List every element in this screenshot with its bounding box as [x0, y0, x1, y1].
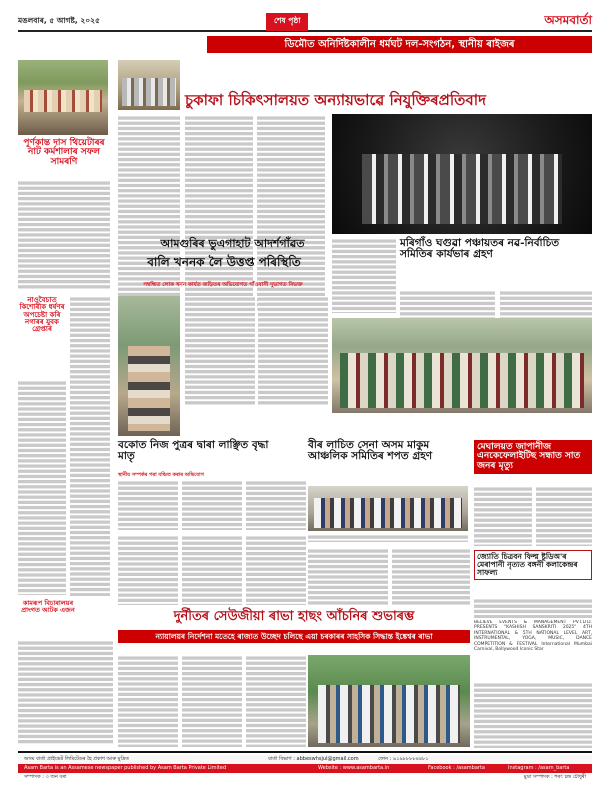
amguri-body-1 [185, 296, 255, 406]
chukafa-headline: চুকাফা চিকিৎসালয়ত অন্যায়ভাৱে নিযুক্তিৰপ্ৰতিবাদ [185, 91, 486, 109]
footer-publisher: অসম বাৰ্তা প্ৰাইভেট লিমিটেডৰ হৈ প্ৰকাশ আৰু মুদ্ৰিত [24, 756, 129, 762]
naobaicha-body-2 [70, 296, 110, 596]
jyoti-body-2 [474, 682, 592, 748]
night-meeting-photo [332, 114, 592, 234]
durniti-body-2 [182, 655, 242, 747]
plantation-photo [308, 655, 470, 747]
bokoto-body-3 [246, 480, 306, 530]
chukafa-body-2 [185, 115, 253, 310]
marigaon-body-1 [332, 238, 396, 313]
amguri-headline-1: আমগুৰিৰ ভুএগাহাট আদৰ্শগাঁৱত [160, 237, 305, 250]
footer-masthead-line: Asam Barta is an Assamese newspaper published by Asam Barta Private Limited [24, 765, 227, 771]
bokoto-headline: বকোত নিজ পুত্ৰৰ দ্বাৰা লাঞ্ছিত বৃদ্ধা মাতৃ [118, 439, 269, 463]
footer-facebook[interactable]: Facebook : /asambarta [428, 765, 485, 771]
center-body-2 [182, 535, 242, 605]
protest-photo [118, 60, 180, 110]
bokoto-body-1 [118, 480, 178, 530]
center-body-5 [392, 548, 470, 605]
naobaicha-headline: নাওবৈচাত কিশোৰীক ধৰ্ষণৰ অপচেষ্টা কৰি নগাৰৰ যুবক গ্ৰেপ্তাৰ [19, 295, 65, 334]
footer-email: বাৰ্তা বিভাগ : abbeswhsjul@gmail.com [268, 756, 359, 762]
meghalaya-headline: মেঘালয়ত জাপানীজ এনকেফেলাইটিছ সন্ধাত সাত জনৰ মৃত্যু [474, 440, 592, 474]
purnakanta-body [18, 180, 110, 290]
durniti-headline: দুৰ্নীতৰ সেউজীয়া ৰাভা হাছং আঁচনিৰ শুভাৰম্ভ [173, 609, 415, 624]
masthead [18, 10, 592, 32]
issue-date: মঙলবাৰ, ৫ আগষ্ট, ২০২৫ [18, 16, 100, 25]
jyoti-headline-text: জ্যোতি চিত্ৰবন ফিল্ম ষ্টুডিঅ'ৰ মেৰাপানী নৃত্যত বঙ্গনী কলাকেন্দ্ৰৰ সাফল্য [477, 552, 578, 577]
footer-print-editor: মুদ্ৰা সম্পাদক : শৰৎ চন্দ্ৰ চৌধুৰী [523, 774, 586, 780]
center-body-3 [246, 535, 306, 605]
center-body-1 [118, 535, 178, 605]
kamrup-body [18, 640, 113, 745]
footer-instagram[interactable]: Instagram : /asam_barta [508, 765, 570, 771]
jyoti-headline [474, 550, 592, 580]
top-banner-text: ডিমৌত অনিৰ্দিষ্টকালীন ধৰ্মঘট দল-সংগঠন, স্থানীয় ৰাইজৰ [284, 39, 515, 50]
amguri-subhead: সম্বন্ধিত লোক খনন কাৰ্যত জড়িতৰ অভিযোগত গাঁওবাসী দুভাগত বিভক্ত [143, 282, 303, 288]
jyoti-body-1 [474, 598, 592, 618]
bokoto-subhead: স্থানীয় সম্পৰ্কৰ পৰা বঞ্চিত কৰাৰ অভিযোগ [118, 472, 204, 478]
center-body-4 [308, 548, 388, 605]
page-label: শেষ পৃষ্ঠা [266, 13, 308, 31]
footer-row-1 [18, 755, 592, 764]
bir-lachit-body [308, 534, 468, 542]
durniti-body-1 [118, 655, 178, 747]
kamrup-headline: কামৰূপ বিচাৰালয়ৰ প্ৰাংগত আটক এজন [21, 599, 75, 614]
bir-lachit-headline: বীৰ লাচিত সেনা অসম মাকুম আঞ্চলিক সমিতিৰ শপত গ্ৰহণ [308, 439, 433, 463]
meghalaya-body-2 [536, 486, 592, 546]
workshop-photo [18, 60, 108, 135]
marigaon-headline: মৰিগাঁও ঘগুৱা পঞ্চায়তৰ নৱ-নিৰ্বাচিত সমিতিৰ কাৰ্যভাৰ গ্ৰহণ [400, 237, 560, 261]
meghalaya-body-1 [474, 486, 532, 546]
purnakanta-headline: পূৰ্ণকান্ত দাস থিয়েটাৰৰ নাট কৰ্মশালাৰ সফল সামৰণি [23, 138, 105, 167]
footer [18, 751, 592, 781]
bokoto-body-2 [182, 480, 242, 530]
top-banner [207, 36, 592, 53]
footer-phone: ফোন : ৯১৯৮৮৮৮৪৪৮১ [378, 756, 429, 762]
committee-photo [332, 318, 592, 413]
amguri-headline-2: বালি খননক লৈ উত্তপ্ত পৰিস্থিতি [147, 255, 301, 269]
chukafa-body-3 [257, 115, 325, 310]
lachit-sena-photo [308, 486, 468, 531]
sand-mining-photo [118, 296, 180, 436]
nyayalaya-headline: ন্যায়ালয়ৰ নিৰ্দেশনা মতেহে ৰাজ্যত উচ্ছেদ চলিছে এয়া চৰকাৰৰ সাহসিক সিদ্ধান্ত ইঙ্কেশ্বৰ ৰাভা [118, 630, 470, 643]
footer-row-3 [18, 773, 592, 782]
amguri-body-2 [258, 296, 328, 406]
naobaicha-body [18, 380, 66, 595]
footer-row-2 [18, 764, 592, 773]
chukafa-body-1 [118, 115, 180, 310]
newspaper-logo: অসমবাৰ্তা [544, 13, 592, 27]
footer-website[interactable]: Website : www.asambarta.in [318, 765, 390, 771]
footer-editor: সম্পাদক : ৩ জন বৰা [24, 774, 67, 780]
english-event-text: BELIEVE EVENTS & MANAGEMENT PVT.LTD. PRESENTS "KASHISH SANSKRITI 2025" 4TH INTERNATIONAL & 5TH NATIONAL LEVEL ART, INSTRUMENTAL, YOGA, MUSIC, DANCE COMPETITION & FESTIVAL International Mumbai Carnival, Bollywood Iconic Star [474, 620, 592, 653]
durniti-body-3 [246, 655, 306, 747]
